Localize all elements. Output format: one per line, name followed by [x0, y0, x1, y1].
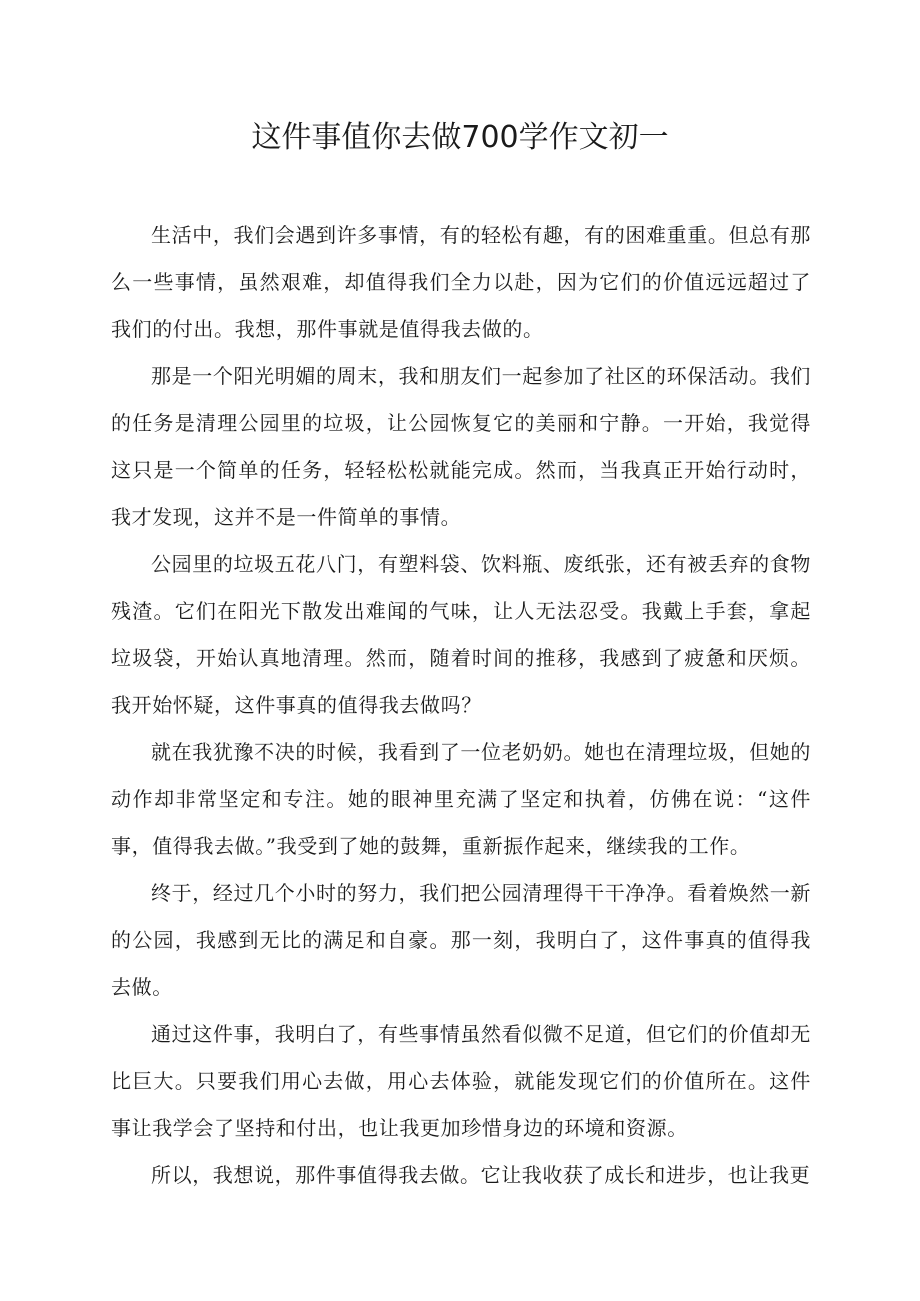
paragraph-1: 生活中，我们会遇到许多事情，有的轻松有趣，有的困难重重。但总有那么一些事情，虽然艰难，却值得我们全力以赴，因为它们的价值远远超过了我们的付出。我想，那件事就是值得我去做的。	[111, 223, 811, 341]
document-body	[111, 212, 811, 1199]
paragraph-7: 所以，我想说，那件事值得我去做。它让我收获了成长和进步，也让我更	[151, 1163, 811, 1187]
paragraph-4: 就在我犹豫不决的时候，我看到了一位老奶奶。她也在清理垃圾，但她的动作却非常坚定和专注。她的眼神里充满了坚定和执着，仿佛在说：“这件事，值得我去做。”我受到了她的鼓舞，重新振作起来，继续我的工作。	[111, 740, 811, 858]
paragraph-5: 终于，经过几个小时的努力，我们把公园清理得干干净净。看着焕然一新的公园，我感到无比的满足和自豪。那一刻，我明白了，这件事真的值得我去做。	[111, 881, 811, 999]
paragraph-3: 公园里的垃圾五花八门，有塑料袋、饮料瓶、废纸张，还有被丢弃的食物残渣。它们在阳光下散发出难闻的气味，让人无法忍受。我戴上手套，拿起垃圾袋，开始认真地清理。然而，随着时间的推移，我感到了疲惫和厌烦。我开始怀疑，这件事真的值得我去做吗？	[111, 552, 811, 717]
paragraph-2: 那是一个阳光明媚的周末，我和朋友们一起参加了社区的环保活动。我们的任务是清理公园里的垃圾，让公园恢复它的美丽和宁静。一开始，我觉得这只是一个简单的任务，轻轻松松就能完成。然而，当我真正开始行动时，我才发现，这并不是一件简单的事情。	[111, 364, 811, 529]
paragraph-6: 通过这件事，我明白了，有些事情虽然看似微不足道，但它们的价值却无比巨大。只要我们用心去做，用心去体验，就能发现它们的价值所在。这件事让我学会了坚持和付出，也让我更加珍惜身边的环境和资源。	[111, 1022, 811, 1140]
document-title: 这件事值你去做700学作文初一	[251, 120, 669, 155]
